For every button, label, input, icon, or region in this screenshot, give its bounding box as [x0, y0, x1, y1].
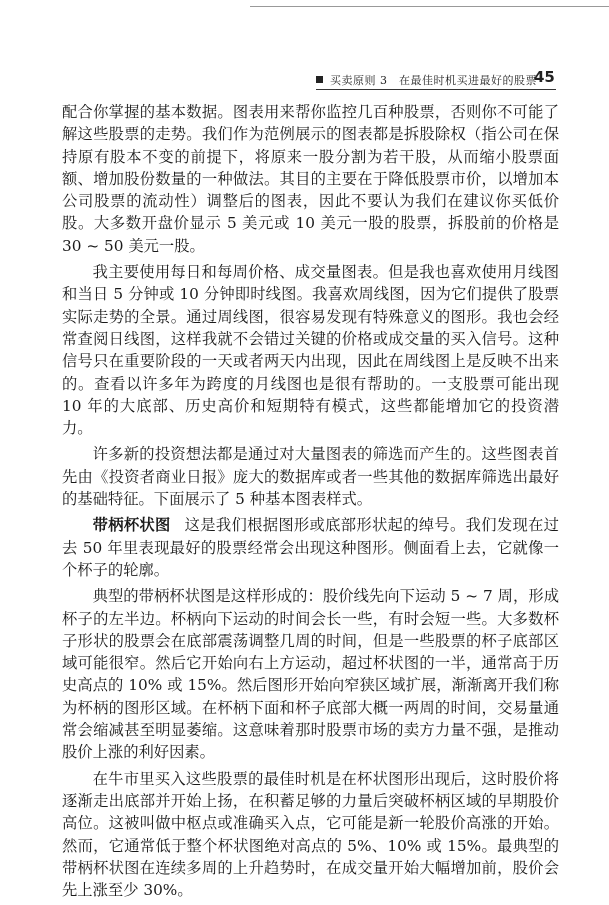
section-title: 带柄杯状图	[92, 516, 171, 535]
paragraph: 许多新的投资想法都是通过对大量图表的筛选而产生的。这些图表首先由《投资者商业日报》庞大的数据库或者一些其他的数据库筛选出最好的基础特征。下面展示了 5 种基本图表样式。	[62, 445, 559, 509]
top-edge-rule	[250, 6, 609, 7]
header-square-icon	[316, 76, 323, 83]
running-title: 买卖原则 3 在最佳时机买进最好的股票	[330, 74, 537, 87]
paragraph: 典型的带柄杯状图是这样形成的：股价线先向下运动 5 ~ 7 周，形成杯子的左半边。杯柄向下运动的时间会长一些，有时会短一些。大多数杯子形状的股票会在底部震荡调整几周的时间，但是一些股票的杯子底部区域可能很窄。然后它开始向右上方运动，超过杯状图的一半，通常高于历史高点的 10% 或 15%。然后图形开始向窄狭区域扩展，渐渐离开我们称为杯柄的图形区域。在杯柄下面和杯子底部大概一两周的时间，交易量通常会缩减甚至明显萎缩。这意味着那时股票市场的卖方力量不强，是推动股价上涨的利好因素。	[62, 587, 559, 762]
header-rule	[316, 89, 556, 90]
running-header	[316, 68, 556, 90]
paragraph: 我主要使用每日和每周价格、成交量图表。但是我也喜欢使用月线图和当日 5 分钟或 10 分钟即时线图。我喜欢周线图，因为它们提供了股票实际走势的全景。通过周线图，很容易发现有特殊意义的图形。我也会经常查阅日线图，这样我就不会错过关键的价格或成交量的买入信号。这种信号只在重要阶段的一天或者两天内出现，因此在周线图上是反映不出来的。查看以许多年为跨度的月线图也是很有帮助的。一支股票可能出现 10 年的大底部、历史高价和短期特有模式，这些都能增加它的投资潜力。	[62, 263, 559, 438]
paragraph: 配合你掌握的基本数据。图表用来帮你监控几百种股票，否则你不可能了解这些股票的走势。我们作为范例展示的图表都是拆股除权（指公司在保持原有股本不变的前提下，将原来一股分割为若干股，从而缩小股票面额、增加股份数量的一种做法。其目的主要在于降低股票市价，以增加本公司股票的流动性）调整后的图表，因此不要认为我们在建议你买低价股。大多数开盘价显示 5 美元或 10 美元一股的股票，拆股前的价格是 30 ~ 50 美元一股。	[62, 103, 559, 255]
section-intro: 这是我们根据图形或底部形状起的绰号。我们发现在过去 50 年里表现最好的股票经常会出现这种图形。侧面看上去，它就像一个杯子的轮廓。	[62, 516, 559, 579]
page-number: 45	[534, 68, 555, 86]
paragraph: 在牛市里买入这些股票的最佳时机是在杯状图形出现后，这时股价将逐渐走出底部并开始上扬，在积蓄足够的力量后突破杯柄区域的早期股价高位。这被叫做中枢点或准确买入点，它可能是新一轮股价高涨的开始。然而，它通常低于整个杯状图绝对高点的 5%、10% 或 15%。最典型的带柄杯状图在连续多周的上升趋势时，在成交量开始大幅增加前，股价会先上涨至少 30%。	[62, 769, 559, 900]
body-text	[62, 101, 559, 905]
section-paragraph	[62, 514, 559, 581]
